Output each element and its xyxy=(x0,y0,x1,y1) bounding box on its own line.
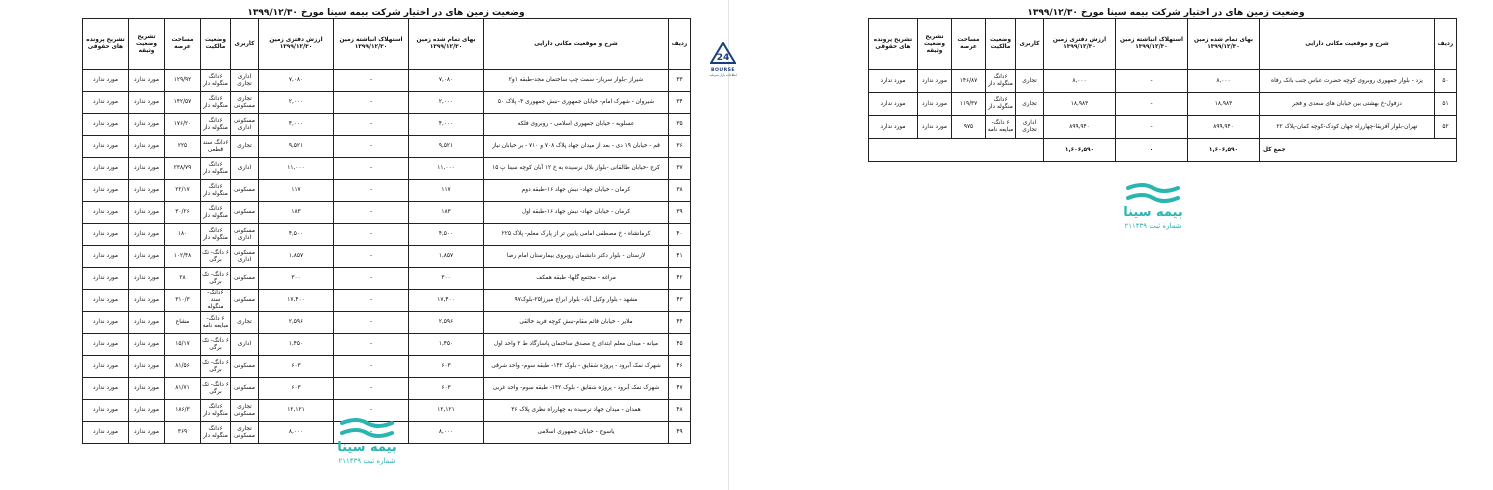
cell-legal: مورد ندارد xyxy=(869,116,918,139)
cell-dep: - xyxy=(334,378,409,400)
table-row xyxy=(83,312,691,334)
cell-cost: ۸,۰۰۰ xyxy=(409,422,484,444)
cell-desc: یاسوج - خیابان جمهوری اسلامی xyxy=(484,422,669,444)
cell-dep: - xyxy=(1116,93,1188,116)
cell-area: ۸۱/۵۶ xyxy=(165,356,201,378)
cell-book: ۱۸۳ xyxy=(259,202,334,224)
cell-legal: مورد ندارد xyxy=(869,93,918,116)
cell-deed: مورد ندارد xyxy=(129,246,165,268)
cell-n: ۳۸ xyxy=(669,180,691,202)
cell-usage: اداری تجاری xyxy=(231,70,259,92)
table-row xyxy=(83,246,691,268)
cell-dep: - xyxy=(334,70,409,92)
cell-book: ۴,۵۰۰ xyxy=(259,224,334,246)
cell-book: ۲,۵۹۶ xyxy=(259,312,334,334)
cell-book: ۱,۸۵۷ xyxy=(259,246,334,268)
cell-usage: تجاری مسکونی xyxy=(231,422,259,444)
cell-own: ۶دانگ منگوله دار xyxy=(201,422,231,444)
cell-desc: کرج -خیابان طالقانی -بلوار بلال نرسیده به خ ۱۲ آبان کوچه سینا پ ۱۵ xyxy=(484,158,669,180)
cell-deed: مورد ندارد xyxy=(129,268,165,290)
cell-dep: - xyxy=(334,268,409,290)
table-header xyxy=(869,19,1457,70)
cell-book: ۱۱,۰۰۰ xyxy=(259,158,334,180)
cell-usage: تجاری xyxy=(231,312,259,334)
cell-cost: ۱۱,۰۰۰ xyxy=(409,158,484,180)
cell-desc: شیراز -بلوار سرباز- سمت چپ ساختمان مجد-طبقه ۱و۲ xyxy=(484,70,669,92)
cell-desc: یزد - بلوار جمهوری روبروی کوچه حضرت عباس جنب بانک رفاه xyxy=(1260,70,1435,93)
cell-area: ۲۸ xyxy=(165,268,201,290)
cell-area: ۹۷۵ xyxy=(952,116,986,139)
cell-dep: - xyxy=(334,92,409,114)
cell-area: ۳۱۰/۳ xyxy=(165,290,201,312)
cell-book: ۱۸,۹۸۳ xyxy=(1044,93,1116,116)
table-row xyxy=(83,224,691,246)
cell-own: ۶ دانگ- تک برگی xyxy=(201,378,231,400)
cell-n: ۳۹ xyxy=(669,202,691,224)
cell-n: ۴۸ xyxy=(669,400,691,422)
bourse-icon xyxy=(710,42,736,64)
cell-cost: ۴,۰۰۰ xyxy=(409,114,484,136)
cell-legal: مورد ندارد xyxy=(83,378,129,400)
cell-usage: تجاری مسکونی xyxy=(231,400,259,422)
cell-n: ۴۶ xyxy=(669,356,691,378)
cell-legal: مورد ندارد xyxy=(83,334,129,356)
cell-area: ۱۴۶/۸۷ xyxy=(952,70,986,93)
cell-usage: تجاری xyxy=(231,136,259,158)
cell-usage: مسکونی xyxy=(231,202,259,224)
cell-usage: اداری xyxy=(231,158,259,180)
cell-area: ۳۰/۲۶ xyxy=(165,202,201,224)
table-row xyxy=(83,378,691,400)
cell-own: ۶دانگ منگوله دار xyxy=(986,70,1016,93)
header-dep: استهلاک انباشته زمین ۱۳۹۹/۱۲/۳۰ xyxy=(1116,19,1188,70)
cell-legal: مورد ندارد xyxy=(869,70,918,93)
header-book: ارزش دفتری زمین ۱۳۹۹/۱۲/۳۰ xyxy=(259,19,334,70)
cell-area: ۱۱۹/۳۷ xyxy=(952,93,986,116)
cell-own: ۶دانگ منگوله دار xyxy=(201,180,231,202)
cell-book: ۲,۰۰۰ xyxy=(259,92,334,114)
cell-own: ۶ دانگ- مبایعه نامه xyxy=(201,312,231,334)
cell-dep: - xyxy=(334,290,409,312)
cell-n: ۴۲ xyxy=(669,268,691,290)
bime-sina-logo xyxy=(1118,180,1188,220)
cell-usage: تجاری xyxy=(1016,70,1044,93)
cell-dep: - xyxy=(1116,116,1188,139)
cell-legal: مورد ندارد xyxy=(83,246,129,268)
cell-dep: - xyxy=(334,422,409,444)
cell-book: ۸,۰۰۰ xyxy=(1044,70,1116,93)
total-book: ۱,۶۰۶,۵۹۰ xyxy=(1044,139,1116,162)
cell-book: ۹,۵۲۱ xyxy=(259,136,334,158)
cell-own: ۶دانگ منگوله دار xyxy=(201,224,231,246)
cell-desc: شهرک نمک آبرود - پروژه شقایق - بلوک ۱۴۲- طبقه سوم- واحد شرقی xyxy=(484,356,669,378)
cell-book: ۶۰۳ xyxy=(259,378,334,400)
page-title-right: وضعیت زمین های در اختیار شرکت بیمه سینا مورخ ۱۳۹۹/۱۲/۳۰ xyxy=(1027,8,1305,18)
cell-legal: مورد ندارد xyxy=(83,400,129,422)
bime-sina-logo xyxy=(332,415,402,455)
header-row: ردیف xyxy=(669,19,691,70)
svg-text:24: 24 xyxy=(716,53,730,63)
cell-usage: اداری xyxy=(231,334,259,356)
table-row xyxy=(83,114,691,136)
cell-usage: مسکونی xyxy=(231,378,259,400)
cell-book: ۱۱۷ xyxy=(259,180,334,202)
cell-dep: - xyxy=(334,312,409,334)
cell-legal: مورد ندارد xyxy=(83,92,129,114)
cell-cost: ۷,۰۸۰ xyxy=(409,70,484,92)
cell-book: ۱۷,۴۰۰ xyxy=(259,290,334,312)
table-row xyxy=(83,180,691,202)
cell-n: ۳۳ xyxy=(669,70,691,92)
cell-n: ۳۴ xyxy=(669,92,691,114)
cell-desc: تهران-بلوار آفریقا-چهارراه جهان کودک-کوچه کمان-پلاک ۲۲ xyxy=(1260,116,1435,139)
cell-legal: مورد ندارد xyxy=(83,290,129,312)
cell-area: ۱۷۶/۲۰ xyxy=(165,114,201,136)
header-book: ارزش دفتری زمین ۱۳۹۹/۱۲/۳۰ xyxy=(1044,19,1116,70)
company-stamp-left xyxy=(322,415,412,465)
cell-own: ۶ دانگ- مبایعه نامه xyxy=(986,116,1016,139)
cell-n: ۴۴ xyxy=(669,312,691,334)
cell-own: ۶دانگ منگوله دار xyxy=(201,70,231,92)
cell-desc: ملایر - خیابان قائم مقام-نبش کوچه فرید خالقی xyxy=(484,312,669,334)
header-cost: بهای تمام شده زمین ۱۳۹۹/۱۲/۳۰ xyxy=(409,19,484,70)
cell-legal: مورد ندارد xyxy=(83,158,129,180)
cell-legal: مورد ندارد xyxy=(83,422,129,444)
document-page-right xyxy=(860,0,1472,490)
cell-deed: مورد ندارد xyxy=(918,70,952,93)
bourse-logo xyxy=(700,42,746,77)
cell-book: ۷,۰۸۰ xyxy=(259,70,334,92)
cell-usage: مسکونی xyxy=(231,356,259,378)
cell-own: ۶ دانگ- تک برگی xyxy=(201,268,231,290)
cell-deed: مورد ندارد xyxy=(129,312,165,334)
cell-cost: ۹,۵۲۱ xyxy=(409,136,484,158)
cell-book: ۴,۰۰۰ xyxy=(259,114,334,136)
cell-usage: مسکونی xyxy=(231,268,259,290)
cell-dep: - xyxy=(334,158,409,180)
table-row xyxy=(83,334,691,356)
cell-usage: مسکونی xyxy=(231,290,259,312)
cell-deed: مورد ندارد xyxy=(918,116,952,139)
cell-area: ۱۰۲/۴۸ xyxy=(165,246,201,268)
land-table-left xyxy=(82,18,691,444)
cell-dep: - xyxy=(334,202,409,224)
total-cost: ۱,۶۰۶,۵۹۰ xyxy=(1188,139,1260,162)
cell-cost: ۱,۴۵۰ xyxy=(409,334,484,356)
cell-dep: - xyxy=(334,400,409,422)
cell-deed: مورد ندارد xyxy=(129,356,165,378)
cell-deed: مورد ندارد xyxy=(129,202,165,224)
cell-area: ۸۱/۷۱ xyxy=(165,378,201,400)
cell-n: ۴۷ xyxy=(669,378,691,400)
total-row xyxy=(869,139,1457,162)
cell-deed: مورد ندارد xyxy=(129,334,165,356)
header-desc: شرح و موقعیت مکانی دارایی xyxy=(484,19,669,70)
cell-deed: مورد ندارد xyxy=(129,290,165,312)
cell-n: ۵۱ xyxy=(1435,93,1457,116)
cell-area: ۳۶۹ xyxy=(165,422,201,444)
cell-own: ۶دانگ منگوله دار xyxy=(201,92,231,114)
cell-own: ۶دانگ منگوله دار xyxy=(986,93,1016,116)
registration-number: شماره ثبت ۲۱۱۴۳۹ xyxy=(338,457,396,465)
cell-deed: مورد ندارد xyxy=(129,422,165,444)
table-header xyxy=(83,19,691,70)
cell-cost: ۱۲,۱۲۱ xyxy=(409,400,484,422)
header-dep: استهلاک انباشته زمین ۱۳۹۹/۱۲/۳۰ xyxy=(334,19,409,70)
header-usage: کاربری xyxy=(1016,19,1044,70)
company-stamp-right xyxy=(1108,180,1198,230)
table-row xyxy=(83,290,691,312)
cell-legal: مورد ندارد xyxy=(83,268,129,290)
cell-book: ۱,۴۵۰ xyxy=(259,334,334,356)
cell-dep: - xyxy=(1116,70,1188,93)
cell-legal: مورد ندارد xyxy=(83,356,129,378)
cell-cost: ۲,۰۰۰ xyxy=(409,92,484,114)
cell-desc: شهرک نمک آبرود - پروژه شقایق - بلوک ۱۴۲- طبقه سوم- واحد غربی xyxy=(484,378,669,400)
table-row xyxy=(869,70,1457,93)
cell-own: ۶ دانگ- تک برگی xyxy=(201,334,231,356)
cell-area: ۲۲۵ xyxy=(165,136,201,158)
cell-desc: کرمان - خیابان جهاد- نبش جهاد ۱۶-طبقه اول xyxy=(484,202,669,224)
cell-deed: مورد ندارد xyxy=(129,92,165,114)
header-deed: تشریح وضعیت وثیقه xyxy=(129,19,165,70)
cell-desc: قم - خیابان ۱۹ دی - بعد از میدان جهاد پلاک ۷۰۸ و ۷۱۰ - بر خیابان نیاز xyxy=(484,136,669,158)
cell-area: مشاع xyxy=(165,312,201,334)
table-body-left xyxy=(83,70,691,444)
cell-legal: مورد ندارد xyxy=(83,312,129,334)
cell-dep: - xyxy=(334,136,409,158)
cell-cost: ۱,۸۵۷ xyxy=(409,246,484,268)
table-row xyxy=(869,116,1457,139)
cell-deed: مورد ندارد xyxy=(129,136,165,158)
cell-deed: مورد ندارد xyxy=(129,378,165,400)
cell-cost: ۶۰۳ xyxy=(409,356,484,378)
cell-deed: مورد ندارد xyxy=(129,400,165,422)
cell-own: ۶دانگ- سند منگوله xyxy=(201,290,231,312)
total-empty xyxy=(869,139,1044,162)
cell-legal: مورد ندارد xyxy=(83,202,129,224)
cell-cost: ۱۱۷ xyxy=(409,180,484,202)
cell-book: ۶۰۳ xyxy=(259,356,334,378)
cell-dep: - xyxy=(334,224,409,246)
header-deed: تشریح وضعیت وثیقه xyxy=(918,19,952,70)
table-row xyxy=(83,70,691,92)
cell-n: ۳۵ xyxy=(669,114,691,136)
bourse-sub: اطلاعات بازار سرمایه xyxy=(709,73,737,77)
cell-cost: ۸۹۹,۹۴۰ xyxy=(1188,116,1260,139)
header-row: ردیف xyxy=(1435,19,1457,70)
cell-legal: مورد ندارد xyxy=(83,114,129,136)
header-own: وضعیت مالکیت xyxy=(986,19,1016,70)
cell-cost: ۱۷,۴۰۰ xyxy=(409,290,484,312)
cell-desc: میانه - میدان معلم ابتدای خ مصدق ساختمان پاسارگاد ط ۲ واحد اول xyxy=(484,334,669,356)
cell-legal: مورد ندارد xyxy=(83,70,129,92)
header-cost: بهای تمام شده زمین ۱۳۹۹/۱۲/۳۰ xyxy=(1188,19,1260,70)
cell-dep: - xyxy=(334,334,409,356)
cell-cost: ۱۸۳ xyxy=(409,202,484,224)
cell-n: ۵۲ xyxy=(1435,116,1457,139)
cell-desc: دزفول-خ بهشتی بین خیابان های سعدی و فجر xyxy=(1260,93,1435,116)
cell-own: ۶ دانگ- تک برگی xyxy=(201,356,231,378)
cell-legal: مورد ندارد xyxy=(83,224,129,246)
cell-usage: مسکونی اداری xyxy=(231,224,259,246)
cell-own: ۶دانگ منگوله دار xyxy=(201,400,231,422)
cell-own: ۶دانگ منگوله دار xyxy=(201,114,231,136)
cell-n: ۳۶ xyxy=(669,136,691,158)
cell-dep: - xyxy=(334,180,409,202)
cell-area: ۱۴۲/۵۷ xyxy=(165,92,201,114)
header-area: مساحت عرصه xyxy=(165,19,201,70)
cell-book: ۸۹۹,۹۴۰ xyxy=(1044,116,1116,139)
table-row xyxy=(83,92,691,114)
land-table-right xyxy=(868,18,1457,162)
table-row xyxy=(83,158,691,180)
cell-desc: کرمان - خیابان جهاد- نبش جهاد ۱۶-طبقه دوم xyxy=(484,180,669,202)
cell-own: ۶ دانگ- تک برگی xyxy=(201,246,231,268)
cell-area: ۱۲۹/۹۲ xyxy=(165,70,201,92)
cell-desc: مراغه - مجتمع گلها- طبقه همکف xyxy=(484,268,669,290)
cell-desc: لارستان - بلوار دکتر دانشمان روبروی بیمارستان امام رضا xyxy=(484,246,669,268)
cell-own: ۶دانگ سند قطعی xyxy=(201,136,231,158)
bourse-label: BOURSE xyxy=(710,68,736,73)
cell-usage: مسکونی xyxy=(231,180,259,202)
table-row xyxy=(83,202,691,224)
total-dep: ۰ xyxy=(1116,139,1188,162)
cell-n: ۴۹ xyxy=(669,422,691,444)
cell-deed: مورد ندارد xyxy=(129,158,165,180)
cell-book: ۳۰۰ xyxy=(259,268,334,290)
cell-desc: همدان - میدان جهاد نرسیده به چهارراه نظری پلاک ۳۶ xyxy=(484,400,669,422)
registration-number: شماره ثبت ۲۱۱۴۳۹ xyxy=(1124,222,1182,230)
cell-deed: مورد ندارد xyxy=(129,114,165,136)
cell-cost: ۱۸,۹۸۳ xyxy=(1188,93,1260,116)
table-body-right xyxy=(869,70,1457,139)
cell-cost: ۸,۰۰۰ xyxy=(1188,70,1260,93)
cell-cost: ۴,۵۰۰ xyxy=(409,224,484,246)
cell-usage: مسکونی اداری xyxy=(231,246,259,268)
header-usage: کاربری xyxy=(231,19,259,70)
cell-area: ۱۸۰ xyxy=(165,224,201,246)
cell-own: ۶دانگ منگوله دار xyxy=(201,158,231,180)
cell-cost: ۳۰۰ xyxy=(409,268,484,290)
header-own: وضعیت مالکیت xyxy=(201,19,231,70)
cell-area: ۱۵/۱۷ xyxy=(165,334,201,356)
svg-text:بیمه سینا: بیمه سینا xyxy=(337,440,397,455)
header-area: مساحت عرصه xyxy=(952,19,986,70)
header-desc: شرح و موقعیت مکانی دارایی xyxy=(1260,19,1435,70)
cell-area: ۱۸۶/۳ xyxy=(165,400,201,422)
page-title: وضعیت زمین های در اختیار شرکت بیمه سینا مورخ ۱۳۹۹/۱۲/۳۰ xyxy=(247,8,525,18)
cell-cost: ۲,۵۹۶ xyxy=(409,312,484,334)
cell-n: ۴۱ xyxy=(669,246,691,268)
cell-desc: عسلویه - خیابان جمهوری اسلامی - روبروی فلکه xyxy=(484,114,669,136)
cell-book: ۱۲,۱۲۱ xyxy=(259,400,334,422)
cell-deed: مورد ندارد xyxy=(129,224,165,246)
cell-dep: - xyxy=(334,114,409,136)
cell-deed: مورد ندارد xyxy=(129,70,165,92)
header-legal: تشریح پرونده های حقوقی xyxy=(83,19,129,70)
cell-dep: - xyxy=(334,356,409,378)
cell-n: ۵۰ xyxy=(1435,70,1457,93)
cell-usage: مسکونی اداری xyxy=(231,114,259,136)
cell-legal: مورد ندارد xyxy=(83,180,129,202)
cell-desc: شیروان - شهرک امام- خیابان جمهوری -نبش جمهوری ۳- پلاک ۵۰ xyxy=(484,92,669,114)
cell-book: ۸,۰۰۰ xyxy=(259,422,334,444)
cell-n: ۴۰ xyxy=(669,224,691,246)
header-legal: تشریح پرونده های حقوقی xyxy=(869,19,918,70)
cell-legal: مورد ندارد xyxy=(83,136,129,158)
cell-n: ۴۳ xyxy=(669,290,691,312)
cell-area: ۲۳۸/۷۹ xyxy=(165,158,201,180)
cell-usage: اداری تجاری xyxy=(1016,116,1044,139)
total-label: جمع کل xyxy=(1260,139,1457,162)
table-row xyxy=(83,356,691,378)
cell-area: ۲۲/۱۷ xyxy=(165,180,201,202)
cell-deed: مورد ندارد xyxy=(129,180,165,202)
cell-desc: مشهد - بلوار وکیل آباد- بلوار ابراج میرزا۲۵-بلوک۹۷ xyxy=(484,290,669,312)
cell-own: ۶دانگ منگوله دار xyxy=(201,202,231,224)
cell-usage: تجاری xyxy=(1016,93,1044,116)
table-row xyxy=(83,136,691,158)
cell-dep: - xyxy=(334,246,409,268)
table-row xyxy=(869,93,1457,116)
cell-cost: ۶۰۳ xyxy=(409,378,484,400)
cell-deed: مورد ندارد xyxy=(918,93,952,116)
cell-n: ۳۷ xyxy=(669,158,691,180)
cell-usage: تجاری مسکونی xyxy=(231,92,259,114)
cell-desc: کرمانشاه - خ مصطفی امامی پایین تر از پارک معلم- پلاک ۲۲۵ xyxy=(484,224,669,246)
cell-n: ۴۵ xyxy=(669,334,691,356)
table-row xyxy=(83,268,691,290)
svg-text:بیمه سینا: بیمه سینا xyxy=(1123,205,1183,220)
